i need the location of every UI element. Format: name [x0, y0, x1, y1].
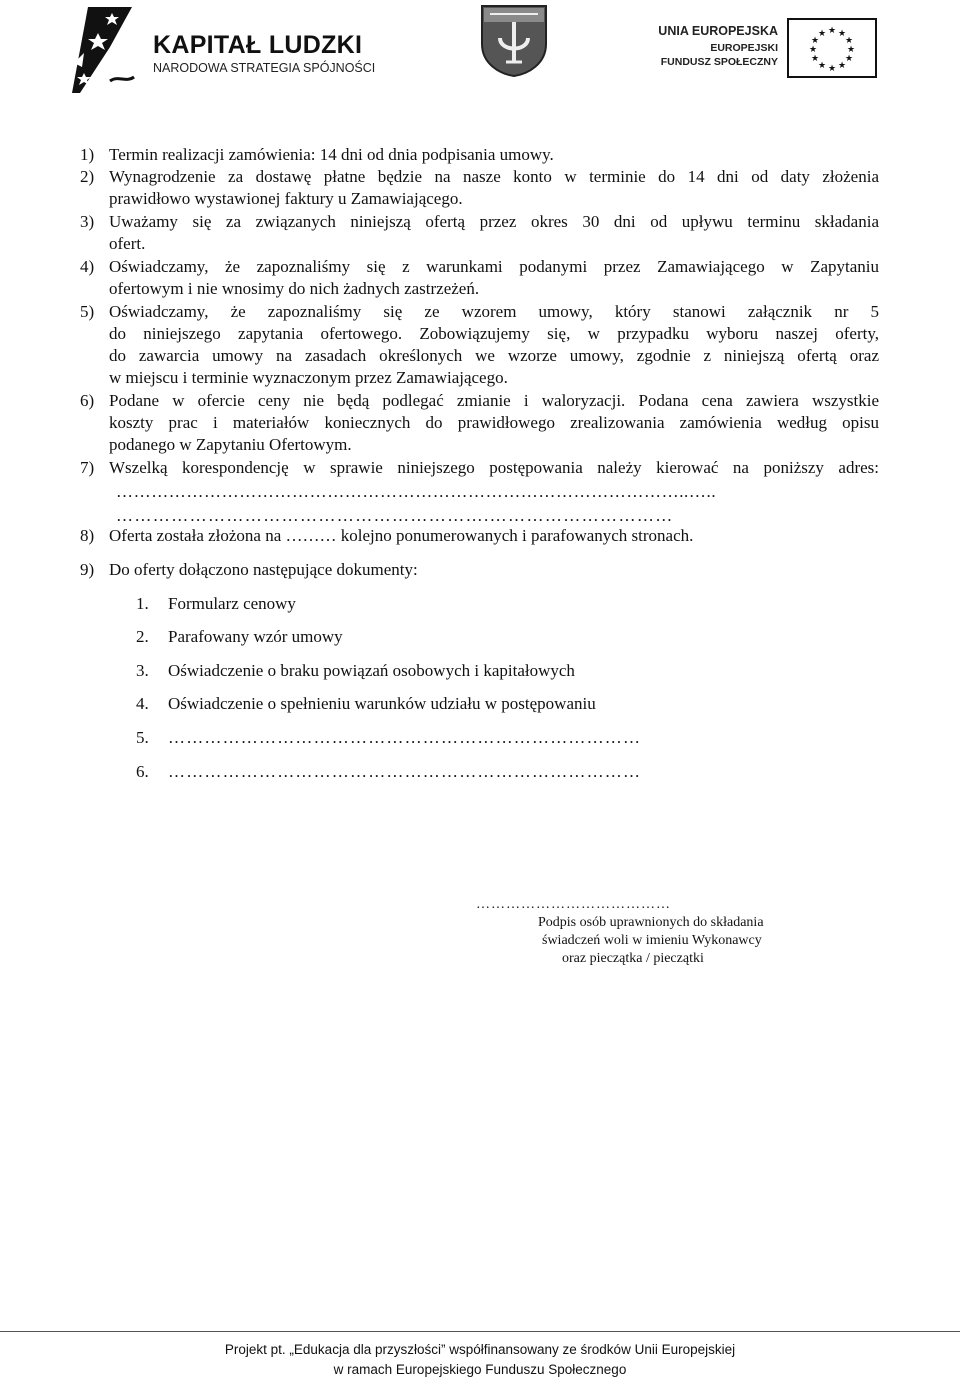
svg-text:★: ★: [810, 36, 820, 46]
item-number: 4): [80, 257, 95, 276]
item-number: 7): [80, 458, 95, 477]
doc-number: 2.: [136, 627, 149, 646]
page-header: [0, 0, 960, 100]
kapital-ludzki-title: KAPITAŁ LUDZKI: [153, 31, 363, 59]
doc-item: Oświadczenie o spełnieniu warunków udziału w postępowaniu: [168, 694, 596, 713]
eu-flag-icon: [787, 18, 877, 78]
doc-number: 4.: [136, 694, 149, 713]
signature-caption: oraz pieczątka / pieczątki: [562, 951, 704, 966]
svg-text:★: ★: [817, 29, 827, 39]
doc-number: 3.: [136, 661, 149, 680]
item-8-text: Oferta została złożona na ……… kolejno ponumerowanych i parafowanych stronach.: [109, 526, 694, 545]
item-5-text: do niniejszego zapytania ofertowego. Zobowiązujemy się, w przypadku wyboru naszej oferty,: [109, 324, 879, 343]
item-6-text: Podane w ofercie ceny nie będą podlegać zmianie i waloryzacji. Podana cena zawiera wszystkie: [109, 391, 879, 410]
eu-fund-line2: FUNDUSZ SPOŁECZNY: [660, 56, 778, 68]
svg-text:★: ★: [827, 26, 837, 36]
kapital-ludzki-subtitle: NARODOWA STRATEGIA SPÓJNOŚCI: [153, 61, 376, 75]
doc-item: Oświadczenie o braku powiązań osobowych i kapitałowych: [168, 661, 575, 680]
svg-text:★: ★: [844, 54, 854, 64]
signature-caption: świadczeń woli w imieniu Wykonawcy: [542, 933, 762, 948]
item-5-text: Oświadczamy, że zapoznaliśmy się ze wzorem umowy, który stanowi załącznik nr 5: [109, 302, 879, 321]
svg-text:★: ★: [827, 64, 837, 74]
footer-divider: [0, 1331, 960, 1332]
item-7-text: Wszelką korespondencję w sprawie niniejszego postępowania należy kierować na poniższy adres:: [109, 458, 879, 477]
doc-number: 1.: [136, 594, 149, 613]
item-number: 3): [80, 212, 95, 231]
signature-caption: Podpis osób uprawnionych do składania: [538, 915, 764, 930]
doc-number: 6.: [136, 762, 149, 781]
item-6-text: koszty prac i materiałów koniecznych do prawidłowego zrealizowania zamówienia według opisu: [109, 413, 879, 432]
item-number: 8): [80, 526, 95, 545]
item-3-text: ofert.: [109, 234, 146, 253]
svg-text:★: ★: [837, 29, 847, 39]
svg-text:★: ★: [808, 45, 818, 55]
item-number: 1): [80, 145, 95, 164]
municipal-crest-icon: [478, 4, 550, 78]
eu-fund-line1: EUROPEJSKI: [710, 42, 778, 54]
svg-text:★: ★: [844, 36, 854, 46]
svg-text:★: ★: [810, 54, 820, 64]
item-1-text: Termin realizacji zamówienia: 14 dni od dnia podpisania umowy.: [109, 145, 554, 164]
item-5-text: do zawarcia umowy na zasadach określonych we wzorze umowy, zgodnie z niniejszą ofertą oraz: [109, 346, 879, 365]
doc-item: Parafowany wzór umowy: [168, 627, 343, 646]
item-2-text: prawidłowo wystawionej faktury u Zamawiającego.: [109, 189, 463, 208]
address-fill-line: …………………………………………………….…………………………: [116, 506, 674, 525]
item-number: 6): [80, 391, 95, 410]
item-4-text: ofertowym i nie wnosimy do nich żadnych zastrzeżeń.: [109, 279, 480, 298]
item-5-text: w miejscu i terminie wyznaczonym przez Zamawiającego.: [109, 368, 508, 387]
kapital-ludzki-emblem-icon: [70, 3, 150, 93]
svg-text:★: ★: [817, 61, 827, 71]
footer-project-line: Projekt pt. „Edukacja dla przyszłości” współfinansowany ze środków Unii Europejskiej: [224, 1342, 736, 1357]
kapital-ludzki-logo: [70, 3, 376, 93]
eu-logo: [658, 18, 882, 78]
item-number: 2): [80, 167, 95, 186]
doc-item: Formularz cenowy: [168, 594, 296, 613]
doc-item-blank: ……………………………………………………………………: [168, 762, 642, 781]
item-number: 9): [80, 560, 95, 579]
item-number: 5): [80, 302, 95, 321]
item-4-text: Oświadczamy, że zapoznaliśmy się z warunkami podanymi przez Zamawiającego w Zapytaniu: [109, 257, 879, 276]
item-3-text: Uważamy się za związanych niniejszą ofertą przez okres 30 dni od upływu terminu składania: [109, 212, 879, 231]
item-2-text: Wynagrodzenie za dostawę płatne będzie na nasze konto w terminie do 14 dni od daty złożenia: [109, 167, 879, 186]
signature-line: …………………………………: [476, 897, 671, 912]
doc-number: 5.: [136, 728, 149, 747]
eu-title: UNIA EUROPEJSKA: [658, 24, 778, 38]
footer-fund-line: w ramach Europejskiego Funduszu Społecznego: [333, 1362, 627, 1377]
item-6-text: podanego w Zapytaniu Ofertowym.: [109, 435, 352, 454]
address-fill-line: ……………………………………………………………………………………..…..: [116, 482, 717, 501]
item-9-text: Do oferty dołączono następujące dokumenty:: [109, 560, 418, 579]
svg-text:★: ★: [837, 61, 847, 71]
doc-item-blank: ……………………………………………………………………: [168, 728, 642, 747]
svg-text:★: ★: [846, 45, 856, 55]
